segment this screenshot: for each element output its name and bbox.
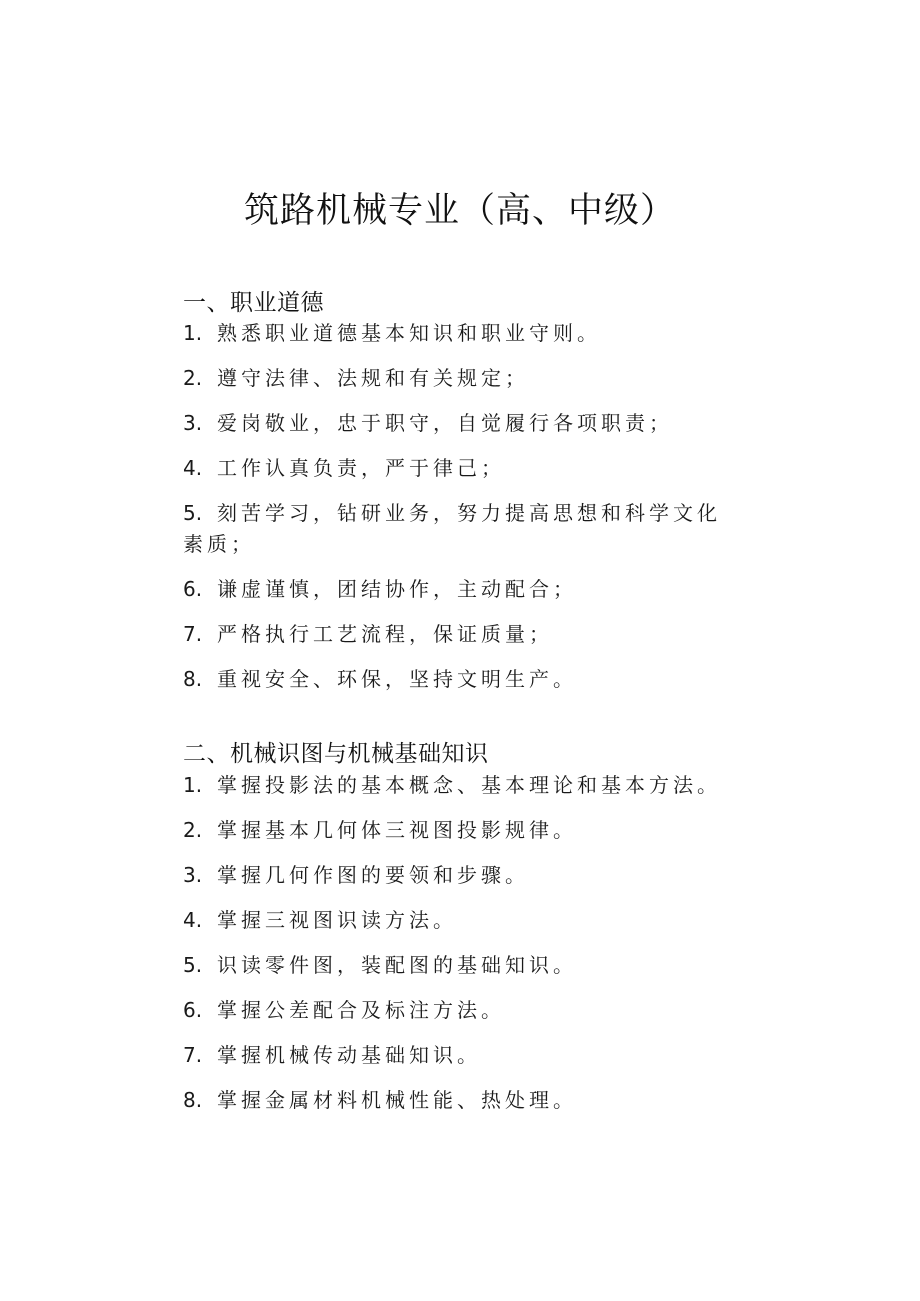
list-item [183, 408, 738, 439]
item-text: 掌握基本几何体三视图投影规律。 [217, 818, 577, 842]
item-text: 重视安全、环保，坚持文明生产。 [217, 667, 577, 691]
item-text: 爱岗敬业，忠于职守，自觉履行各项职责； [217, 411, 673, 435]
list-item [183, 995, 738, 1026]
item-text: 熟悉职业道德基本知识和职业守则。 [217, 321, 601, 345]
item-text: 工作认真负责，严于律己； [217, 456, 505, 480]
item-number: 8. [183, 667, 203, 691]
document-title: 筑路机械专业（高、中级） [243, 191, 676, 232]
list-item [183, 574, 738, 605]
item-number: 6. [183, 577, 203, 601]
list-item [183, 770, 738, 801]
item-number: 2. [183, 366, 203, 390]
list-item [183, 860, 738, 891]
list-item [183, 619, 738, 650]
item-number: 8. [183, 1088, 203, 1112]
item-number: 1. [183, 773, 203, 797]
list-item [183, 950, 738, 981]
list-item [183, 905, 738, 936]
item-text: 掌握机械传动基础知识。 [217, 1043, 481, 1067]
item-number: 4. [183, 908, 203, 932]
item-number: 5. [183, 501, 203, 525]
list-item [183, 363, 738, 394]
item-text: 掌握金属材料机械性能、热处理。 [217, 1088, 577, 1112]
item-number: 5. [183, 953, 203, 977]
list-item [183, 498, 738, 560]
item-text: 刻苦学习，钻研业务，努力提高思想和科学文化素质； [183, 501, 721, 556]
section-list-professional-ethics [183, 318, 738, 695]
item-number: 4. [183, 456, 203, 480]
item-text: 掌握投影法的基本概念、基本理论和基本方法。 [217, 773, 721, 797]
section-heading-professional-ethics: 一、职业道德 [183, 290, 324, 317]
item-number: 7. [183, 1043, 203, 1067]
item-text: 掌握三视图识读方法。 [217, 908, 457, 932]
list-item [183, 664, 738, 695]
item-text: 严格执行工艺流程，保证质量； [217, 622, 553, 646]
section-heading-drawing-and-mechanics: 二、机械识图与机械基础知识 [183, 741, 489, 768]
item-text: 识读零件图，装配图的基础知识。 [217, 953, 577, 977]
list-item [183, 318, 738, 349]
list-item [183, 815, 738, 846]
item-text: 掌握公差配合及标注方法。 [217, 998, 505, 1022]
item-number: 7. [183, 622, 203, 646]
list-item [183, 1040, 738, 1071]
item-text: 掌握几何作图的要领和步骤。 [217, 863, 529, 887]
list-item [183, 453, 738, 484]
item-text: 遵守法律、法规和有关规定； [217, 366, 529, 390]
item-number: 3. [183, 863, 203, 887]
list-item [183, 1085, 738, 1116]
item-number: 2. [183, 818, 203, 842]
item-number: 6. [183, 998, 203, 1022]
item-text: 谦虚谨慎，团结协作，主动配合； [217, 577, 577, 601]
section-list-drawing-and-mechanics [183, 770, 738, 1116]
item-number: 3. [183, 411, 203, 435]
item-number: 1. [183, 321, 203, 345]
